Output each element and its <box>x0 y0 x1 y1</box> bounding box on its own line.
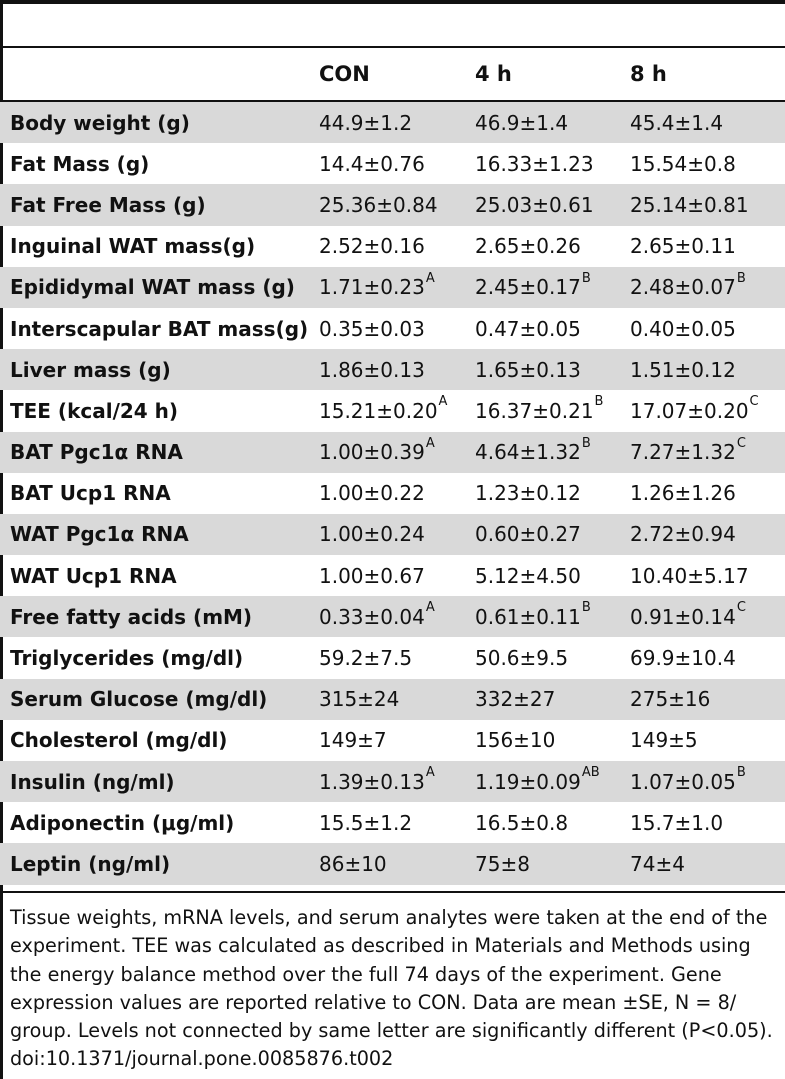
table-row <box>0 102 785 143</box>
4h-value-cell <box>475 102 568 143</box>
row-label: Inguinal WAT mass(g) <box>10 234 256 259</box>
significance-letter: C <box>736 435 746 451</box>
4h-value: 0.47±0.05 <box>475 316 581 341</box>
con-value: 1.00±0.39 <box>319 440 425 465</box>
con-value: 1.71±0.23 <box>319 275 425 300</box>
4h-value: 0.61±0.11 <box>475 604 581 629</box>
footnote-line: the energy balance method over the full 74 days of the experiment. Gene <box>10 962 722 986</box>
row-label: Free fatty acids (mM) <box>10 604 253 629</box>
table-row <box>0 679 785 720</box>
con-value-cell <box>319 679 399 720</box>
8h-value: 74±4 <box>630 851 685 876</box>
con-value-cell <box>319 802 412 843</box>
4h-value-cell <box>475 390 603 431</box>
con-value: 1.00±0.22 <box>319 481 425 506</box>
doi-text: doi:10.1371/journal.pone.0085876.t002 <box>10 1047 394 1070</box>
4h-value: 16.33±1.23 <box>475 151 594 176</box>
row-label: BAT Pgc1α RNA <box>10 440 183 465</box>
4h-value: 50.6±9.5 <box>475 646 569 671</box>
con-value-cell <box>319 637 412 678</box>
footnote-line: expression values are reported relative to CON. Data are mean ±SE, N = 8/ <box>10 990 737 1014</box>
con-value: 86±10 <box>319 851 387 876</box>
significance-letter: B <box>581 435 591 451</box>
con-value-cell <box>319 473 425 514</box>
4h-value: 16.37±0.21 <box>475 398 594 423</box>
row-label: Liver mass (g) <box>10 357 171 382</box>
row-label: Fat Free Mass (g) <box>10 192 206 217</box>
row-label: Leptin (ng/ml) <box>10 851 171 876</box>
con-value: 0.33±0.04 <box>319 604 425 629</box>
8h-value-cell <box>630 184 749 225</box>
8h-value-cell <box>630 720 698 761</box>
con-value-cell <box>319 349 425 390</box>
con-value: 149±7 <box>319 728 387 753</box>
table-row <box>0 226 785 267</box>
table-row <box>0 143 785 184</box>
significance-letter: A <box>425 270 435 286</box>
4h-value-cell <box>475 720 555 761</box>
4h-value: 4.64±1.32 <box>475 440 581 465</box>
8h-value: 2.48±0.07 <box>630 275 736 300</box>
4h-value: 5.12±4.50 <box>475 563 581 588</box>
con-value-cell <box>319 143 425 184</box>
8h-value: 45.4±1.4 <box>630 110 724 135</box>
table-row <box>0 596 785 637</box>
table-body <box>0 102 785 885</box>
8h-value: 25.14±0.81 <box>630 192 749 217</box>
8h-value-cell <box>630 432 746 473</box>
8h-value: 17.07±0.20 <box>630 398 749 423</box>
significance-letter: B <box>736 270 746 286</box>
con-value-cell <box>319 555 425 596</box>
table-row <box>0 267 785 308</box>
table-row <box>0 390 785 431</box>
row-label: Body weight (g) <box>10 110 190 135</box>
footnote-line: Tissue weights, mRNA levels, and serum analytes were taken at the end of the <box>10 906 768 929</box>
con-value-cell <box>319 761 435 802</box>
8h-value: 2.65±0.11 <box>630 234 736 259</box>
8h-value-cell <box>630 390 759 431</box>
row-label: Adiponectin (μg/ml) <box>10 810 235 835</box>
4h-value-cell <box>475 473 581 514</box>
4h-value-cell <box>475 432 591 473</box>
footnote-line: group. Levels not connected by same letter are significantly different (P<0.05). <box>10 1019 773 1043</box>
row-label: Cholesterol (mg/dl) <box>10 728 228 753</box>
con-value: 0.35±0.03 <box>319 316 425 341</box>
table-header-row <box>0 48 785 100</box>
8h-value-cell <box>630 596 746 637</box>
table-row <box>0 432 785 473</box>
row-label: BAT Ucp1 RNA <box>10 481 171 506</box>
8h-value: 1.07±0.05 <box>630 769 736 794</box>
4h-value: 156±10 <box>475 728 556 753</box>
8h-value: 149±5 <box>630 728 698 753</box>
significance-letter: A <box>425 435 435 451</box>
4h-value-cell <box>475 226 581 267</box>
top-table-rule <box>0 0 785 4</box>
row-label: WAT Pgc1α RNA <box>10 522 189 547</box>
header-4h: 4 h <box>475 62 512 86</box>
con-value: 2.52±0.16 <box>319 234 425 259</box>
con-value: 1.00±0.67 <box>319 563 425 588</box>
4h-value: 332±27 <box>475 687 556 712</box>
8h-value-cell <box>630 761 746 802</box>
8h-value: 275±16 <box>630 687 711 712</box>
8h-value-cell <box>630 143 736 184</box>
con-value-cell <box>319 390 447 431</box>
row-label: WAT Ucp1 RNA <box>10 563 177 588</box>
row-label: TEE (kcal/24 h) <box>10 398 179 423</box>
8h-value-cell <box>630 843 685 884</box>
con-value-cell <box>319 184 438 225</box>
8h-value: 15.7±1.0 <box>630 810 724 835</box>
4h-value-cell <box>475 843 530 884</box>
8h-value-cell <box>630 267 746 308</box>
8h-value: 2.72±0.94 <box>630 522 736 547</box>
significance-letter: B <box>581 600 591 616</box>
significance-letter: C <box>736 600 746 616</box>
table-row <box>0 473 785 514</box>
4h-value-cell <box>475 143 594 184</box>
con-value: 14.4±0.76 <box>319 151 425 176</box>
4h-value: 2.65±0.26 <box>475 234 581 259</box>
table-row <box>0 802 785 843</box>
8h-value-cell <box>630 102 723 143</box>
con-value: 1.00±0.24 <box>319 522 425 547</box>
4h-value: 1.19±0.09 <box>475 769 581 794</box>
row-label: Interscapular BAT mass(g) <box>10 316 309 341</box>
8h-value: 1.51±0.12 <box>630 357 736 382</box>
con-value-cell <box>319 267 435 308</box>
con-value-cell <box>319 226 425 267</box>
8h-value: 0.91±0.14 <box>630 604 736 629</box>
con-value-cell <box>319 843 387 884</box>
significance-letter: B <box>594 394 604 410</box>
con-value: 1.39±0.13 <box>319 769 425 794</box>
significance-letter: B <box>736 765 746 781</box>
significance-letter: AB <box>581 765 600 781</box>
row-label: Fat Mass (g) <box>10 151 150 176</box>
con-value: 59.2±7.5 <box>319 646 413 671</box>
con-value: 15.5±1.2 <box>319 810 413 835</box>
table-row <box>0 843 785 884</box>
8h-value: 0.40±0.05 <box>630 316 736 341</box>
header-con: CON <box>319 62 370 86</box>
header-8h: 8 h <box>630 62 667 86</box>
8h-value-cell <box>630 473 736 514</box>
con-value-cell <box>319 514 425 555</box>
8h-value-cell <box>630 679 710 720</box>
4h-value-cell <box>475 308 581 349</box>
8h-value: 15.54±0.8 <box>630 151 736 176</box>
8h-value-cell <box>630 514 736 555</box>
table-footnote <box>10 904 782 1045</box>
4h-value-cell <box>475 679 555 720</box>
con-value-cell <box>319 720 387 761</box>
8h-value: 7.27±1.32 <box>630 440 736 465</box>
table-row <box>0 308 785 349</box>
con-value-cell <box>319 102 412 143</box>
4h-value: 0.60±0.27 <box>475 522 581 547</box>
4h-value: 16.5±0.8 <box>475 810 569 835</box>
8h-value-cell <box>630 555 749 596</box>
4h-value: 1.23±0.12 <box>475 481 581 506</box>
significance-letter: A <box>425 765 435 781</box>
8h-value-cell <box>630 226 736 267</box>
4h-value: 1.65±0.13 <box>475 357 581 382</box>
con-value-cell <box>319 596 435 637</box>
table-row <box>0 514 785 555</box>
table-row <box>0 637 785 678</box>
4h-value-cell <box>475 596 591 637</box>
con-value-cell <box>319 308 425 349</box>
4h-value: 46.9±1.4 <box>475 110 569 135</box>
4h-value-cell <box>475 555 581 596</box>
4h-value-cell <box>475 514 581 555</box>
con-value: 1.86±0.13 <box>319 357 425 382</box>
8h-value: 1.26±1.26 <box>630 481 736 506</box>
table-bottom-rule <box>0 891 785 893</box>
con-value-cell <box>319 432 435 473</box>
8h-value-cell <box>630 802 723 843</box>
table-row <box>0 720 785 761</box>
8h-value: 69.9±10.4 <box>630 646 736 671</box>
row-label: Triglycerides (mg/dl) <box>10 646 244 671</box>
table-row <box>0 184 785 225</box>
con-value: 44.9±1.2 <box>319 110 413 135</box>
8h-value-cell <box>630 349 736 390</box>
4h-value-cell <box>475 802 568 843</box>
4h-value: 25.03±0.61 <box>475 192 594 217</box>
4h-value-cell <box>475 637 568 678</box>
row-label: Insulin (ng/ml) <box>10 769 175 794</box>
4h-value-cell <box>475 184 594 225</box>
significance-letter: C <box>749 394 759 410</box>
8h-value-cell <box>630 637 736 678</box>
table-row <box>0 761 785 802</box>
significance-letter: B <box>581 270 591 286</box>
4h-value-cell <box>475 267 591 308</box>
con-value: 315±24 <box>319 687 400 712</box>
row-label: Epididymal WAT mass (g) <box>10 275 295 300</box>
4h-value-cell <box>475 349 581 390</box>
footnote-line: experiment. TEE was calculated as described in Materials and Methods using <box>10 934 751 958</box>
row-label: Serum Glucose (mg/dl) <box>10 687 268 712</box>
8h-value-cell <box>630 308 736 349</box>
con-value: 25.36±0.84 <box>319 192 438 217</box>
con-value: 15.21±0.20 <box>319 398 438 423</box>
table-row <box>0 555 785 596</box>
table-row <box>0 349 785 390</box>
4h-value: 75±8 <box>475 851 530 876</box>
4h-value: 2.45±0.17 <box>475 275 581 300</box>
significance-letter: A <box>438 394 448 410</box>
8h-value: 10.40±5.17 <box>630 563 749 588</box>
significance-letter: A <box>425 600 435 616</box>
4h-value-cell <box>475 761 600 802</box>
